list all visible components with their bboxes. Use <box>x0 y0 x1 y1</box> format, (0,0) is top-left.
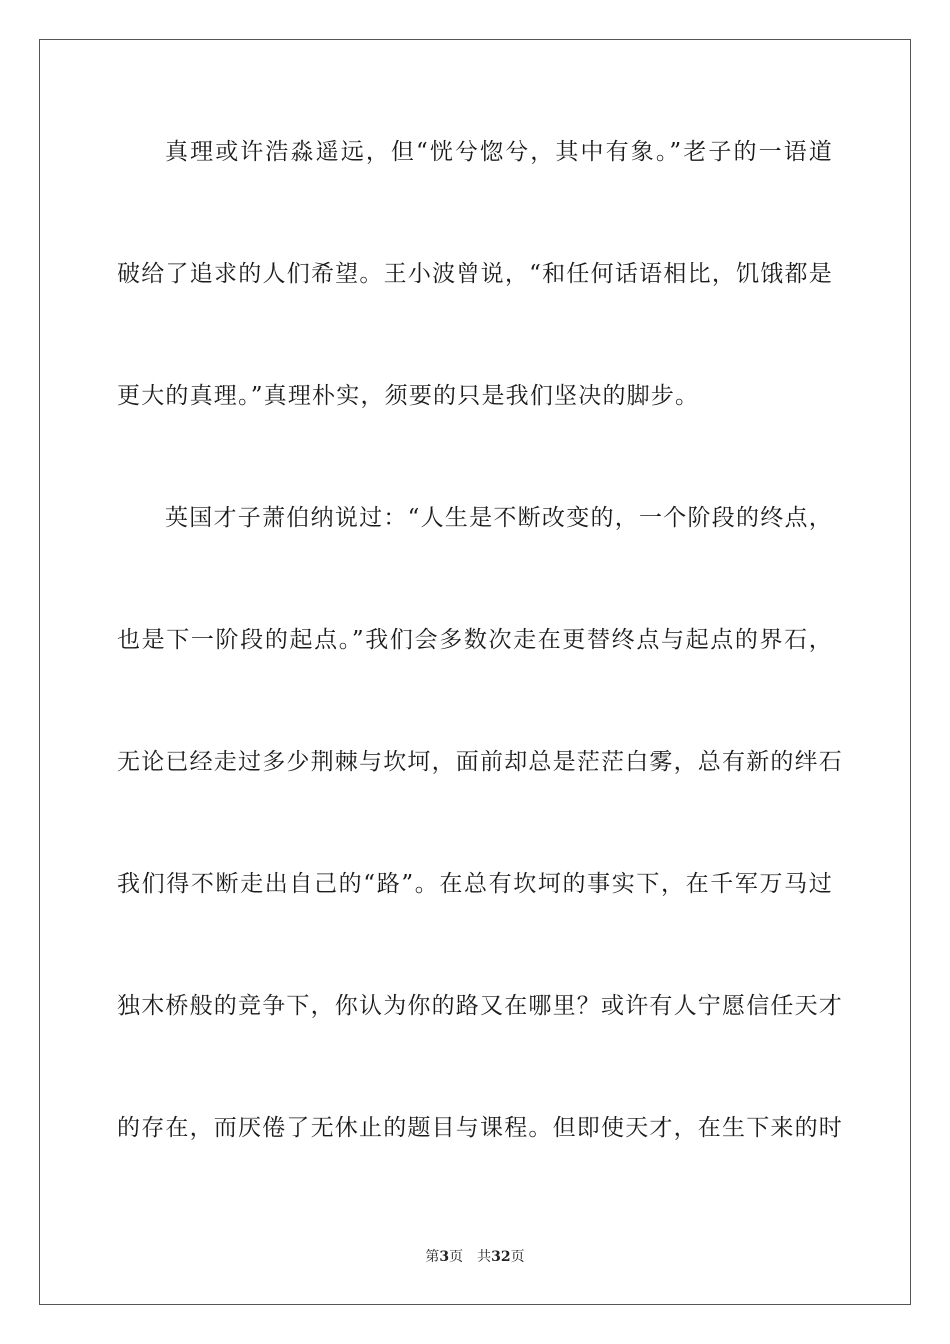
paragraph-line: 独木桥般的竞争下，你认为你的路又在哪里？或许有人宁愿信任天才 <box>117 993 843 1019</box>
paragraph-line: 也是下一阶段的起点。”我们会多数次走在更替终点与起点的界石， <box>117 627 833 653</box>
paragraph-line: 真理或许浩淼遥远，但“恍兮惚兮，其中有象。”老子的一语道 <box>165 139 833 165</box>
total-pages: 32 <box>491 1249 511 1265</box>
paragraph-line: 的存在，而厌倦了无休止的题目与课程。但即使天才，在生下来的时 <box>117 1115 843 1141</box>
paragraph-line: 英国才子萧伯纳说过：“人生是不断改变的，一个阶段的终点， <box>165 505 833 531</box>
total-prefix: 共 <box>477 1249 492 1265</box>
page-prefix: 第 <box>425 1249 440 1265</box>
paragraph-line: 我们得不断走出自己的“路”。在总有坎坷的事实下，在千军万马过 <box>117 871 833 897</box>
page-suffix: 页 <box>449 1249 464 1265</box>
paragraph-line: 破给了追求的人们希望。王小波曾说，“和任何话语相比，饥饿都是 <box>117 261 833 287</box>
paragraph-line: 更大的真理。”真理朴实，须要的只是我们坚决的脚步。 <box>117 383 700 409</box>
page-footer <box>0 1248 950 1266</box>
page-number: 3 <box>439 1249 450 1265</box>
paragraph-line: 无论已经走过多少荆棘与坎坷，面前却总是茫茫白雾，总有新的绊石 <box>117 749 843 775</box>
total-suffix: 页 <box>510 1249 525 1265</box>
